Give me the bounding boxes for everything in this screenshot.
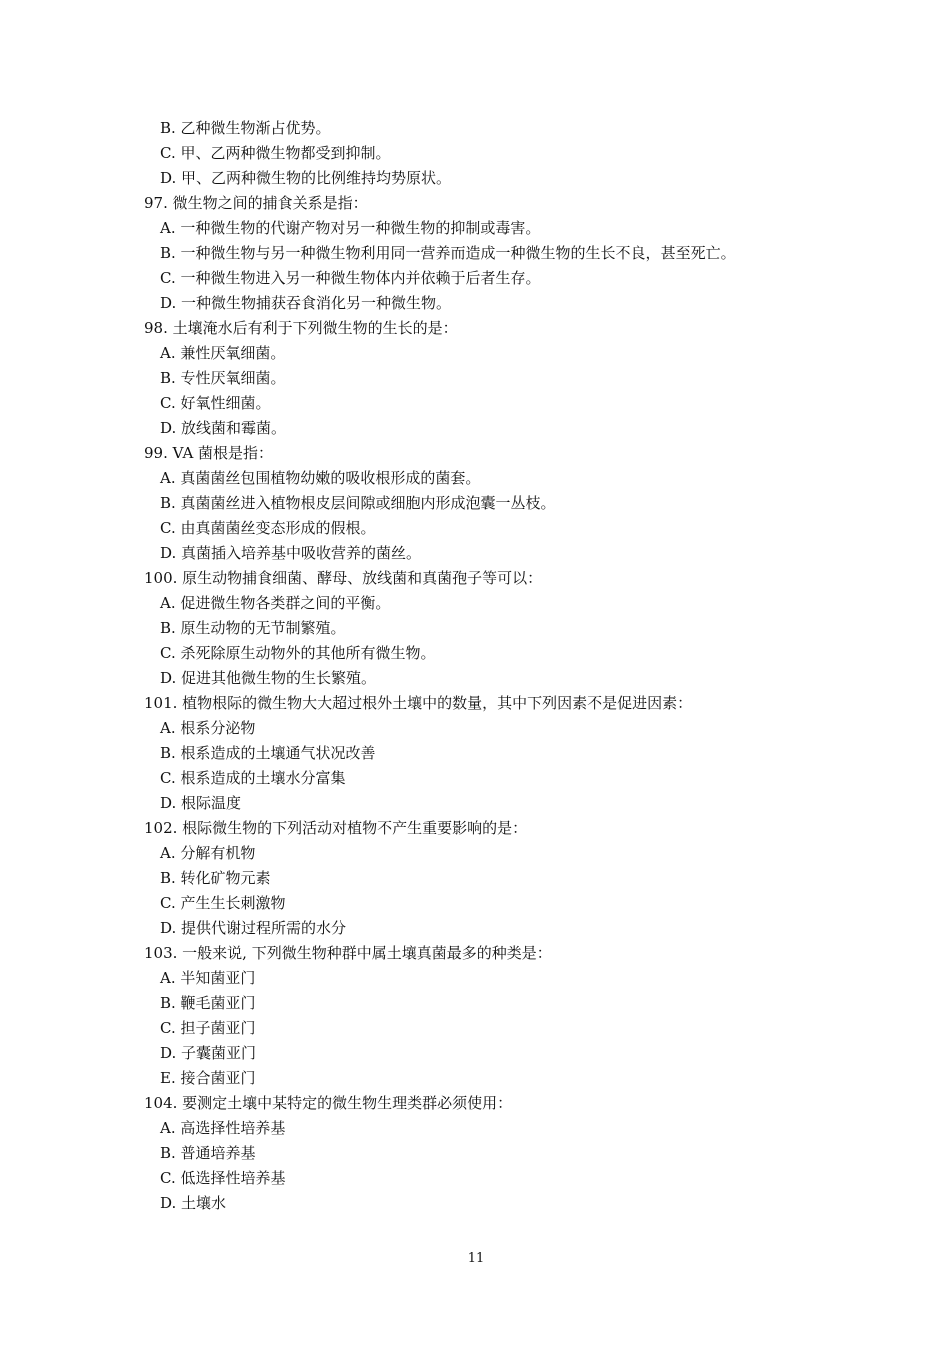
- option-line: D. 甲、乙两种微生物的比例维持均势原状。: [160, 169, 452, 187]
- option-line: B. 一种微生物与另一种微生物利用同一营养而造成一种微生物的生长不良，甚至死亡。: [160, 244, 736, 262]
- option-line: C. 杀死除原生动物外的其他所有微生物。: [160, 644, 436, 662]
- option-line: C. 一种微生物进入另一种微生物体内并依赖于后者生存。: [160, 269, 541, 287]
- option-line: B. 普通培养基: [160, 1144, 256, 1162]
- page-number: 11: [467, 1251, 485, 1266]
- option-line: D. 土壤水: [160, 1194, 227, 1212]
- option-line: D. 放线菌和霉菌。: [160, 419, 287, 437]
- option-line: B. 乙种微生物渐占优势。: [160, 119, 331, 137]
- option-line: B. 真菌菌丝进入植物根皮层间隙或细胞内形成泡囊一丛枝。: [160, 494, 556, 512]
- option-line: D. 一种微生物捕获吞食消化另一种微生物。: [160, 294, 452, 312]
- option-line: B. 根系造成的土壤通气状况改善: [160, 744, 376, 762]
- option-line: B. 鞭毛菌亚门: [160, 994, 256, 1012]
- question-text: 101. 植物根际的微生物大大超过根外土壤中的数量，其中下列因素不是促进因素：: [144, 694, 693, 712]
- option-line: B. 转化矿物元素: [160, 869, 271, 887]
- option-line: C. 好氧性细菌。: [160, 394, 271, 412]
- option-line: B. 专性厌氧细菌。: [160, 369, 286, 387]
- question-text: 99. VA 菌根是指：: [144, 444, 274, 462]
- option-line: A. 半知菌亚门: [160, 969, 256, 987]
- option-line: C. 甲、乙两种微生物都受到抑制。: [160, 144, 391, 162]
- option-line: D. 促进其他微生物的生长繁殖。: [160, 669, 377, 687]
- option-line: A. 高选择性培养基: [160, 1119, 286, 1137]
- option-line: A. 兼性厌氧细菌。: [160, 344, 286, 362]
- option-line: C. 由真菌菌丝变态形成的假根。: [160, 519, 376, 537]
- question-text: 100. 原生动物捕食细菌、酵母、放线菌和真菌孢子等可以：: [144, 569, 543, 587]
- option-line: D. 子囊菌亚门: [160, 1044, 257, 1062]
- option-line: D. 真菌插入培养基中吸收营养的菌丝。: [160, 544, 422, 562]
- question-list: [0, 116, 952, 1216]
- option-line: A. 真菌菌丝包围植物幼嫩的吸收根形成的菌套。: [160, 469, 481, 487]
- option-line: C. 低选择性培养基: [160, 1169, 286, 1187]
- question-text: 98. 土壤淹水后有利于下列微生物的生长的是：: [144, 319, 458, 337]
- question-text: 97. 微生物之间的捕食关系是指：: [144, 194, 368, 212]
- option-line: C. 根系造成的土壤水分富集: [160, 769, 346, 787]
- option-line: A. 一种微生物的代谢产物对另一种微生物的抑制或毒害。: [160, 219, 541, 237]
- option-line: D. 提供代谢过程所需的水分: [160, 919, 347, 937]
- question-text: 102. 根际微生物的下列活动对植物不产生重要影响的是：: [144, 819, 528, 837]
- option-line: A. 促进微生物各类群之间的平衡。: [160, 594, 391, 612]
- option-line: A. 根系分泌物: [160, 719, 256, 737]
- question-text: 103. 一般来说, 下列微生物种群中属土壤真菌最多的种类是：: [144, 944, 552, 962]
- question-text: 104. 要测定土壤中某特定的微生物生理类群必须使用：: [144, 1094, 513, 1112]
- option-line: D. 根际温度: [160, 794, 242, 812]
- option-line: A. 分解有机物: [160, 844, 256, 862]
- option-line: C. 产生生长刺激物: [160, 894, 286, 912]
- option-line: C. 担子菌亚门: [160, 1019, 256, 1037]
- option-line: E. 接合菌亚门: [160, 1069, 256, 1087]
- option-line: B. 原生动物的无节制繁殖。: [160, 619, 346, 637]
